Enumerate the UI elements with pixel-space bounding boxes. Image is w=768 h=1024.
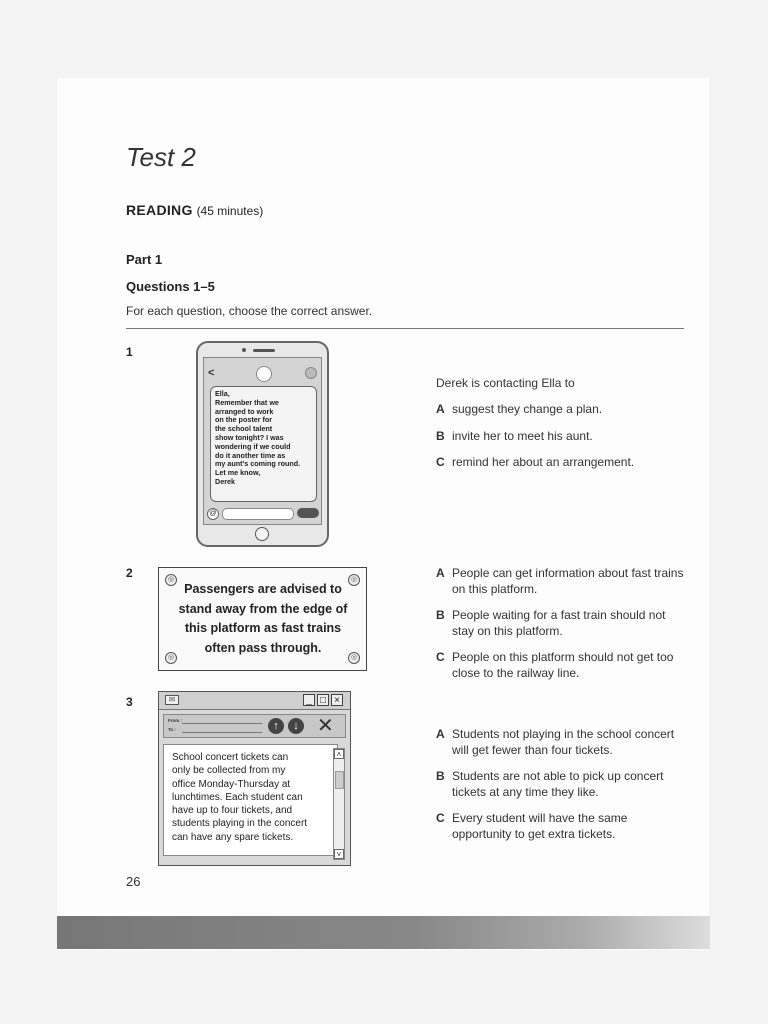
close-icon: ×: [331, 694, 343, 706]
email-window-illustration: [158, 691, 351, 866]
option-text: remind her about an arrangement.: [452, 455, 635, 469]
answer-option: [436, 607, 691, 639]
answer-option: [436, 454, 691, 470]
scroll-thumb: [335, 771, 344, 789]
message-input-bar: [207, 508, 319, 520]
answer-option: [436, 401, 691, 417]
envelope-icon: ✉: [165, 695, 179, 705]
option-letter: C: [436, 455, 445, 469]
option-letter: A: [436, 727, 445, 741]
to-label: To :: [168, 727, 176, 732]
page-title: Test 2: [126, 142, 196, 172]
option-letter: A: [436, 566, 445, 580]
option-letter: A: [436, 402, 445, 416]
question-stem: Derek is contacting Ella to: [436, 376, 575, 390]
camera-icon: [242, 348, 246, 352]
chevron-down-icon: ˅: [334, 849, 344, 859]
option-text: Every student will have the same opportunity to get extra tickets.: [452, 811, 628, 841]
answer-option: [436, 565, 691, 597]
to-line: [182, 732, 262, 733]
chevron-up-icon: ˄: [334, 749, 344, 759]
send-icon: [297, 508, 319, 518]
section-name: READING: [126, 202, 193, 218]
answer-option: [436, 428, 691, 444]
option-letter: B: [436, 429, 445, 443]
screw-icon: ◎: [348, 652, 360, 664]
phone-illustration: [196, 341, 329, 547]
section-heading: [126, 202, 263, 218]
answer-option: [436, 726, 691, 758]
back-arrow-icon: <: [208, 367, 215, 379]
message-bubble: Ella, Remember that we arranged to work on the poster for the school talent show tonight? I was wondering if we could do it another time as my aunt's coming round. Let me know, Derek: [210, 386, 317, 502]
option-text: People waiting for a fast train should not stay on this platform.: [452, 608, 666, 638]
option-text: People can get information about fast trains on this platform.: [452, 566, 684, 596]
screw-icon: ◎: [348, 574, 360, 586]
instruction-text: For each question, choose the correct answer.: [126, 304, 373, 318]
email-body: School concert tickets can only be collected from my office Monday-Thursday at lunchtimes. Each student can have up to four tickets, and students playing in the concert can have any spare tickets.: [163, 744, 338, 856]
option-letter: B: [436, 608, 445, 622]
answer-option: [436, 768, 691, 800]
option-text: Students not playing in the school concert will get fewer than four tickets.: [452, 727, 675, 757]
window-titlebar: [159, 692, 350, 710]
delete-x-icon: ✕: [317, 715, 334, 737]
arrow-up-icon: ↑: [268, 718, 284, 734]
screw-icon: ◎: [165, 652, 177, 664]
answer-option: [436, 649, 691, 681]
avatar-icon: [256, 366, 272, 382]
option-letter: B: [436, 769, 445, 783]
section-duration: (45 minutes): [196, 204, 264, 218]
option-text: People on this platform should not get too close to the railway line.: [452, 650, 674, 680]
phone-screen: [203, 357, 322, 525]
divider: [126, 328, 684, 329]
from-line: [182, 723, 262, 724]
question-number: 3: [126, 695, 133, 709]
sign-text: Passengers are advised to stand away from the edge of this platform as fast trains often pass through.: [178, 582, 348, 655]
option-text: invite her to meet his aunt.: [452, 429, 593, 443]
attach-icon: @: [207, 508, 219, 520]
options-icon: [305, 367, 317, 379]
question-number: 1: [126, 345, 133, 359]
part-heading: Part 1: [126, 252, 163, 267]
page-number: 26: [126, 874, 141, 889]
email-header: [163, 714, 346, 738]
option-text: Students are not able to pick up concert tickets at any time they like.: [452, 769, 664, 799]
maximize-icon: □: [317, 694, 329, 706]
option-letter: C: [436, 811, 445, 825]
option-letter: C: [436, 650, 445, 664]
answer-option: [436, 810, 691, 842]
option-text: suggest they change a plan.: [452, 402, 603, 416]
arrow-down-icon: ↓: [288, 718, 304, 734]
speaker-icon: [253, 349, 275, 352]
screw-icon: ◎: [165, 574, 177, 586]
scrollbar: [333, 748, 345, 860]
platform-sign: [158, 567, 367, 671]
footer-band: [57, 916, 710, 949]
question-number: 2: [126, 566, 133, 580]
minimize-icon: _: [303, 694, 315, 706]
message-field: [222, 508, 294, 520]
from-label: From :: [168, 718, 182, 723]
status-bar: [204, 358, 321, 366]
questions-range: Questions 1–5: [126, 279, 215, 294]
home-button-icon: [255, 527, 269, 541]
